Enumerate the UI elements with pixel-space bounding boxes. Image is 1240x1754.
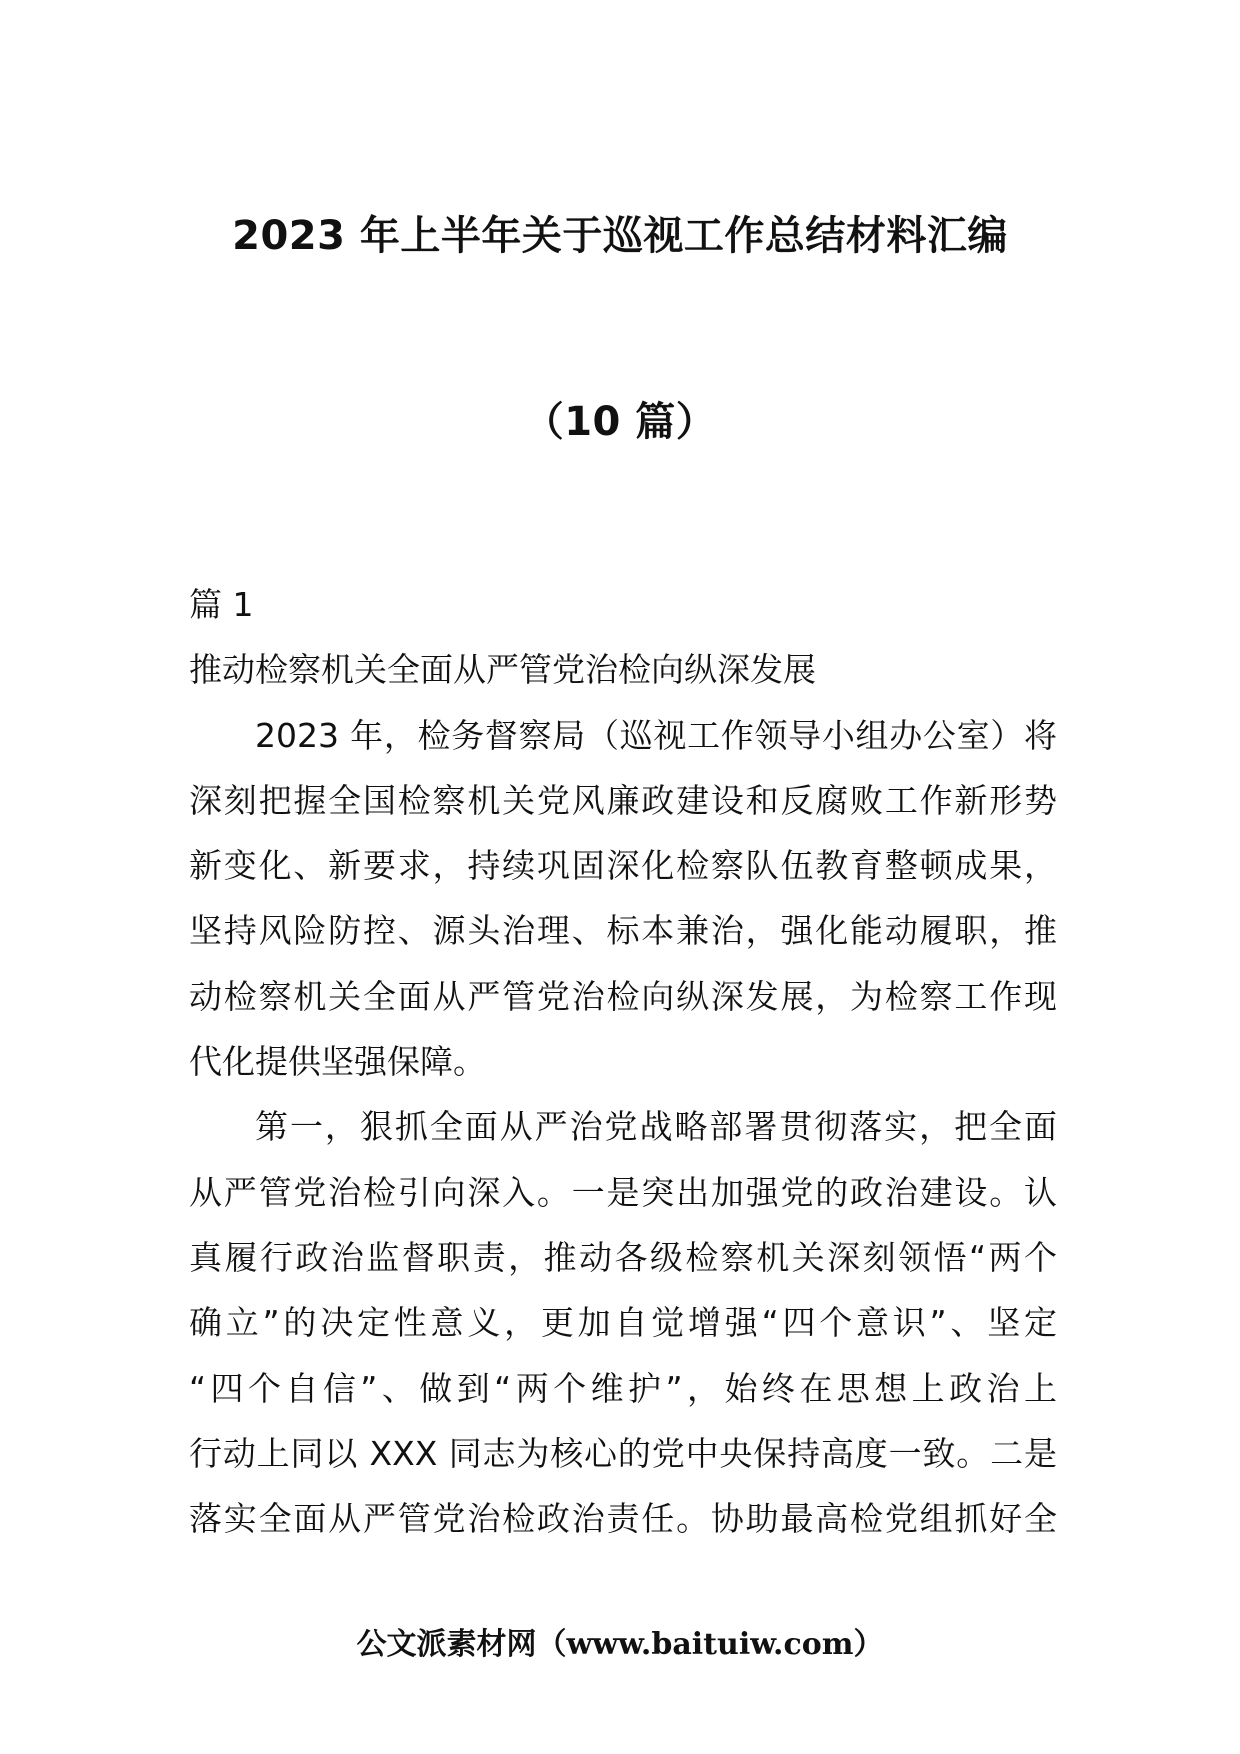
paragraph [189, 1094, 1057, 1551]
paragraph-line: 确立”的决定性意义，更加自觉增强“四个意识”、坚定 [189, 1303, 1057, 1343]
paragraph-line: 动检察机关全面从严管党治检向纵深发展，为检察工作现 [189, 976, 1057, 1016]
paragraph-line: 真履行政治监督职责，推动各级检察机关深刻领悟“两个 [189, 1237, 1057, 1277]
paragraph-line: “四个自信”、做到“两个维护”，始终在思想上政治上 [189, 1368, 1057, 1408]
section-heading: 推动检察机关全面从严管党治检向纵深发展 [189, 650, 816, 690]
document-subtitle: （10 篇） [523, 399, 717, 445]
paragraph [189, 703, 1057, 1095]
paragraph-line: 行动上同以 XXX 同志为核心的党中央保持高度一致。二是 [189, 1433, 1057, 1473]
paragraph-line: 坚持风险防控、源头治理、标本兼治，强化能动履职，推 [189, 911, 1057, 951]
paragraph-line: 代化提供坚强保障。 [189, 1042, 486, 1082]
paragraph-line: 从严管党治检引向深入。一是突出加强党的政治建设。认 [189, 1172, 1057, 1212]
document-body [189, 572, 1057, 1551]
paragraph-line: 深刻把握全国检察机关党风廉政建设和反腐败工作新形势 [189, 780, 1057, 820]
section-label: 篇 1 [189, 585, 254, 624]
paragraph-line: 2023 年，检务督察局（巡视工作领导小组办公室）将 [255, 715, 1057, 755]
paragraph-line: 落实全面从严管党治检政治责任。协助最高检党组抓好全 [189, 1499, 1057, 1539]
footer-source: 公文派素材网（www.baituiw.com） [356, 1627, 884, 1662]
paragraph-line: 第一，狠抓全面从严治党战略部署贯彻落实，把全面 [255, 1107, 1057, 1147]
paragraph-line: 新变化、新要求，持续巩固深化检察队伍教育整顿成果， [189, 846, 1057, 886]
document-title: 2023 年上半年关于巡视工作总结材料汇编 [232, 213, 1008, 259]
